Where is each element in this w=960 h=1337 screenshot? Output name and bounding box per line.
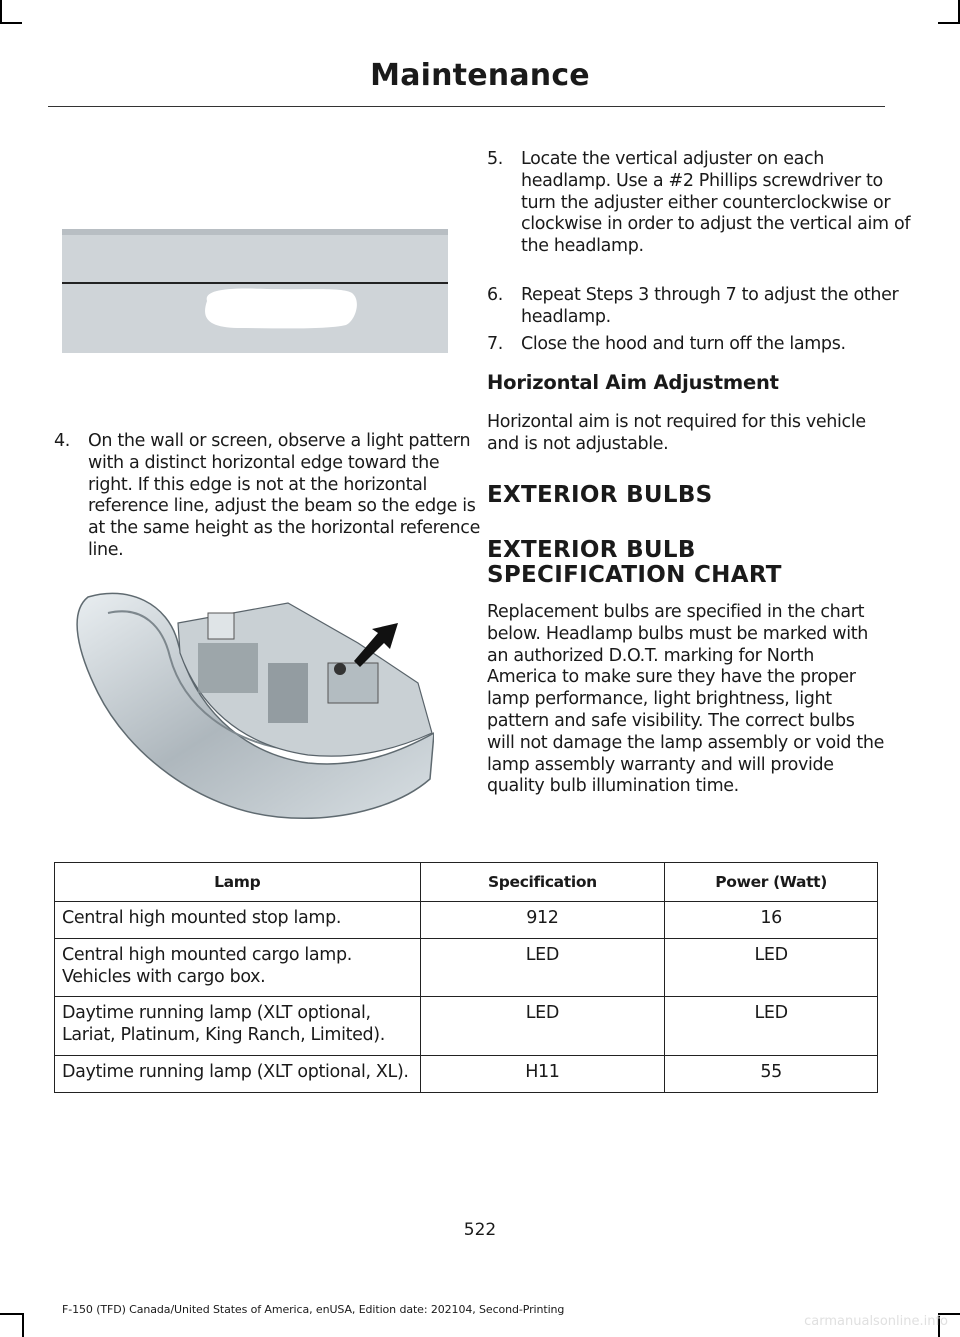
step-text: Locate the vertical adjuster on each headlamp. Use a #2 Phillips screwdriver to turn the adjuster either counterclockwise or clockwise in order to adjust the vertical aim of the headlamp. [521,149,911,257]
cell-power: 55 [665,1055,878,1092]
cell-power: 16 [665,902,878,939]
step-4 [54,431,482,562]
cell-lamp: Daytime running lamp (XLT optional, Lariat, Platinum, King Ranch, Limited). [55,997,421,1056]
step-text: Close the hood and turn off the lamps. [521,334,846,354]
step-number: 6. [487,285,503,305]
horizontal-aim-text: Horizontal aim is not required for this vehicle and is not adjustable. [487,412,866,454]
step-number: 5. [487,149,503,169]
table-row [55,938,878,997]
cell-lamp: Central high mounted stop lamp. [55,902,421,939]
footer-edition: F-150 (TFD) Canada/United States of America, enUSA, Edition date: 202104, Second-Printing [62,1303,565,1316]
step-5 [487,149,915,258]
cell-specification: H11 [420,1055,665,1092]
crop-mark [0,1313,22,1315]
step-text: Repeat Steps 3 through 7 to adjust the other headlamp. [521,285,899,327]
beam-pattern-illustration [62,229,448,353]
spec-chart-heading: EXTERIOR BULB SPECIFICATION CHART [487,537,782,588]
crop-mark [958,0,960,22]
step-number: 4. [54,431,70,451]
table-row [55,997,878,1056]
header-divider [48,106,885,107]
crop-mark [938,22,960,24]
column-header-specification: Specification [420,863,665,902]
page-number: 522 [463,1220,497,1240]
exterior-bulbs-heading: EXTERIOR BULBS [487,482,713,508]
cell-specification: 912 [420,902,665,939]
cell-power: LED [665,938,878,997]
column-header-lamp: Lamp [55,863,421,902]
spec-chart-text: Replacement bulbs are specified in the chart below. Headlamp bulbs must be marked with an authorized D.O.T. marking for North America to make sure they have the proper lamp performance, light brightness, light pattern and safe visibility. The correct bulbs will not damage the lamp assembly or void the lamp assembly warranty and will provide quality bulb illumination time. [487,602,885,797]
crop-mark [22,1313,24,1337]
step-6 [487,285,915,329]
cell-specification: LED [420,938,665,997]
table-row [55,902,878,939]
cell-lamp: Central high mounted cargo lamp. Vehicles with cargo box. [55,938,421,997]
step-number: 7. [487,334,503,354]
step-text: On the wall or screen, observe a light pattern with a distinct horizontal edge toward the right. If this edge is not at the horizontal reference line, adjust the beam so the edge is at the same height as the horizontal reference line. [88,431,480,560]
table-header-row [55,863,878,902]
watermark: carmanualsonline.info [804,1314,948,1329]
crop-mark [0,22,22,24]
cell-specification: LED [420,997,665,1056]
cell-power: LED [665,997,878,1056]
cell-lamp: Daytime running lamp (XLT optional, XL). [55,1055,421,1092]
step-7 [487,334,921,356]
bulb-spec-table [54,862,878,1093]
crop-mark [0,0,2,22]
horizontal-aim-heading: Horizontal Aim Adjustment [487,371,779,394]
column-header-power: Power (Watt) [665,863,878,902]
table-row [55,1055,878,1092]
page-title: Maintenance [370,58,590,93]
headlamp-adjuster-illustration [58,583,434,823]
